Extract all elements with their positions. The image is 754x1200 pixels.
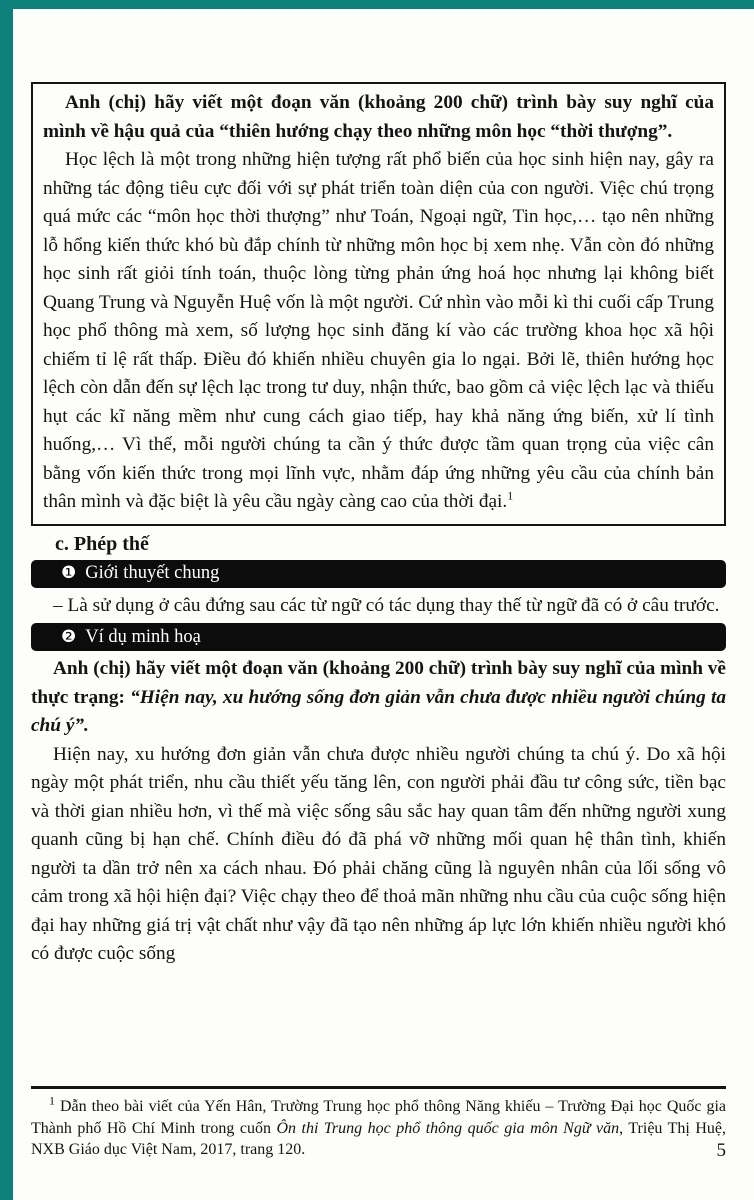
exercise-sample-paragraph <box>43 146 714 517</box>
exercise-sample-text: Học lệch là một trong những hiện tượng rất phổ biến của học sinh hiện nay, gây ra những tác động tiêu cực đối với sự phát triển toàn diện của con người. Việc chú trọng quá mức các “môn học thời thượng” như Toán, Ngoại ngữ, Tin học,… tạo nên những lỗ hổng kiến thức khó bù đắp chính từ những môn học bị xem nhẹ. Vẫn còn đó những học sinh rất giỏi tính toán, thuộc lòng từng phản ứng hoá học nhưng lại không biết Quang Trung và Nguyễn Huệ vốn là một người. Cứ nhìn vào mỗi kì thi cuối cấp Trung học phổ thông mà xem, số lượng học sinh đăng kí vào các trường khoa học xã hội chiếm tỉ lệ rất thấp. Điều đó khiến nhiều chuyên gia lo ngại. Bởi lẽ, thiên hướng học lệch còn dẫn đến sự lệch lạc trong tư duy, nhận thức, bao gồm cả việc lệch lạc và thiếu hụt các kĩ năng mềm như cung cách giao tiếp, hay khả năng ứng biến, xử lí tình huống,… Vì thế, mỗi người chúng ta cần ý thức được tầm quan trọng của việc cân bằng vốn kiến thức trong mọi lĩnh vực, nhằm đáp ứng những yêu cầu của chính bản thân mình và đặc biệt là yêu cầu ngày càng cao của thời đại. <box>43 149 714 512</box>
block-header-label: Giới thuyết chung <box>85 563 220 583</box>
book-cover-edge-left <box>0 0 13 1200</box>
page-number: 5 <box>716 1140 726 1161</box>
section-heading-phep-the: c. Phép thế <box>55 532 149 555</box>
exercise-prompt: Anh (chị) hãy viết một đoạn văn (khoảng 200 chữ) trình bày suy nghĩ của mình về hậu quả của “thiên hướng chạy theo những môn học “thời thượng”. <box>43 92 714 142</box>
page-content <box>31 82 726 969</box>
exercise-box <box>31 82 726 526</box>
block-header-vi-du-minh-hoa <box>31 623 726 651</box>
circled-number-2-icon: ❷ <box>61 626 77 647</box>
footnote-reference: 1 <box>507 488 514 503</box>
example-prompt-quote: “Hiện nay, xu hướng sống đơn giản vẫn chưa được nhiều người chúng ta chú ý”. <box>31 686 726 736</box>
footnote <box>31 1093 726 1161</box>
definition-text: – Là sử dụng ở câu đứng sau các từ ngữ có tác dụng thay thế từ ngữ đã có ở câu trước. <box>53 594 720 616</box>
footnote-divider <box>31 1086 726 1089</box>
block-header-gioi-thuyet-chung <box>31 560 726 588</box>
footnote-area <box>31 1086 726 1161</box>
footnote-marker: 1 <box>49 1093 55 1108</box>
footnote-book-title: Ôn thi Trung học phổ thông quốc gia môn Ngữ văn <box>276 1119 620 1137</box>
example-prompt-text: Anh (chị) hãy viết một đoạn văn (khoảng 200 chữ) trình bày suy nghĩ của mình về thực trạng: <box>31 658 726 708</box>
example-prompt <box>31 655 726 741</box>
example-sample-paragraph: Hiện nay, xu hướng đơn giản vẫn chưa được nhiều người chúng ta chú ý. Do xã hội ngày một phát triển, nhu cầu thiết yếu tăng lên, con người phải đầu tư công sức, tiền bạc và thời gian nhiều hơn, vì thế mà việc sống sâu sắc hay quan tâm đến những người xung quanh cũng bị hạn chế. Chính điều đó đã phá vỡ những mối quan hệ thân tình, khiến người ta dần trở nên xa cách nhau. Đó phải chăng cũng là nguyên nhân của lối sống vô cảm trong xã hội hiện đại? Việc chạy theo để thoả mãn những nhu cầu của cuộc sống hiện đại hay những giá trị vật chất như vậy đã tạo nên những áp lực lớn khiến nhiều người khó có được cuộc sống <box>31 743 726 964</box>
circled-number-1-icon: ❶ <box>61 563 77 583</box>
footnote-text: Dẫn theo bài viết của Yến Hân, Trường Trung học phổ thông Năng khiếu – Trường Đại học Quốc gia Thành phố Hồ Chí Minh trong cuốn <box>31 1098 726 1137</box>
footnote-text-after: , Triệu Thị Huệ, NXB Giáo dục Việt Nam, 2017, trang 120. <box>31 1119 726 1158</box>
book-cover-edge-top <box>0 0 754 9</box>
block-header-label: Ví dụ minh hoạ <box>85 626 201 647</box>
